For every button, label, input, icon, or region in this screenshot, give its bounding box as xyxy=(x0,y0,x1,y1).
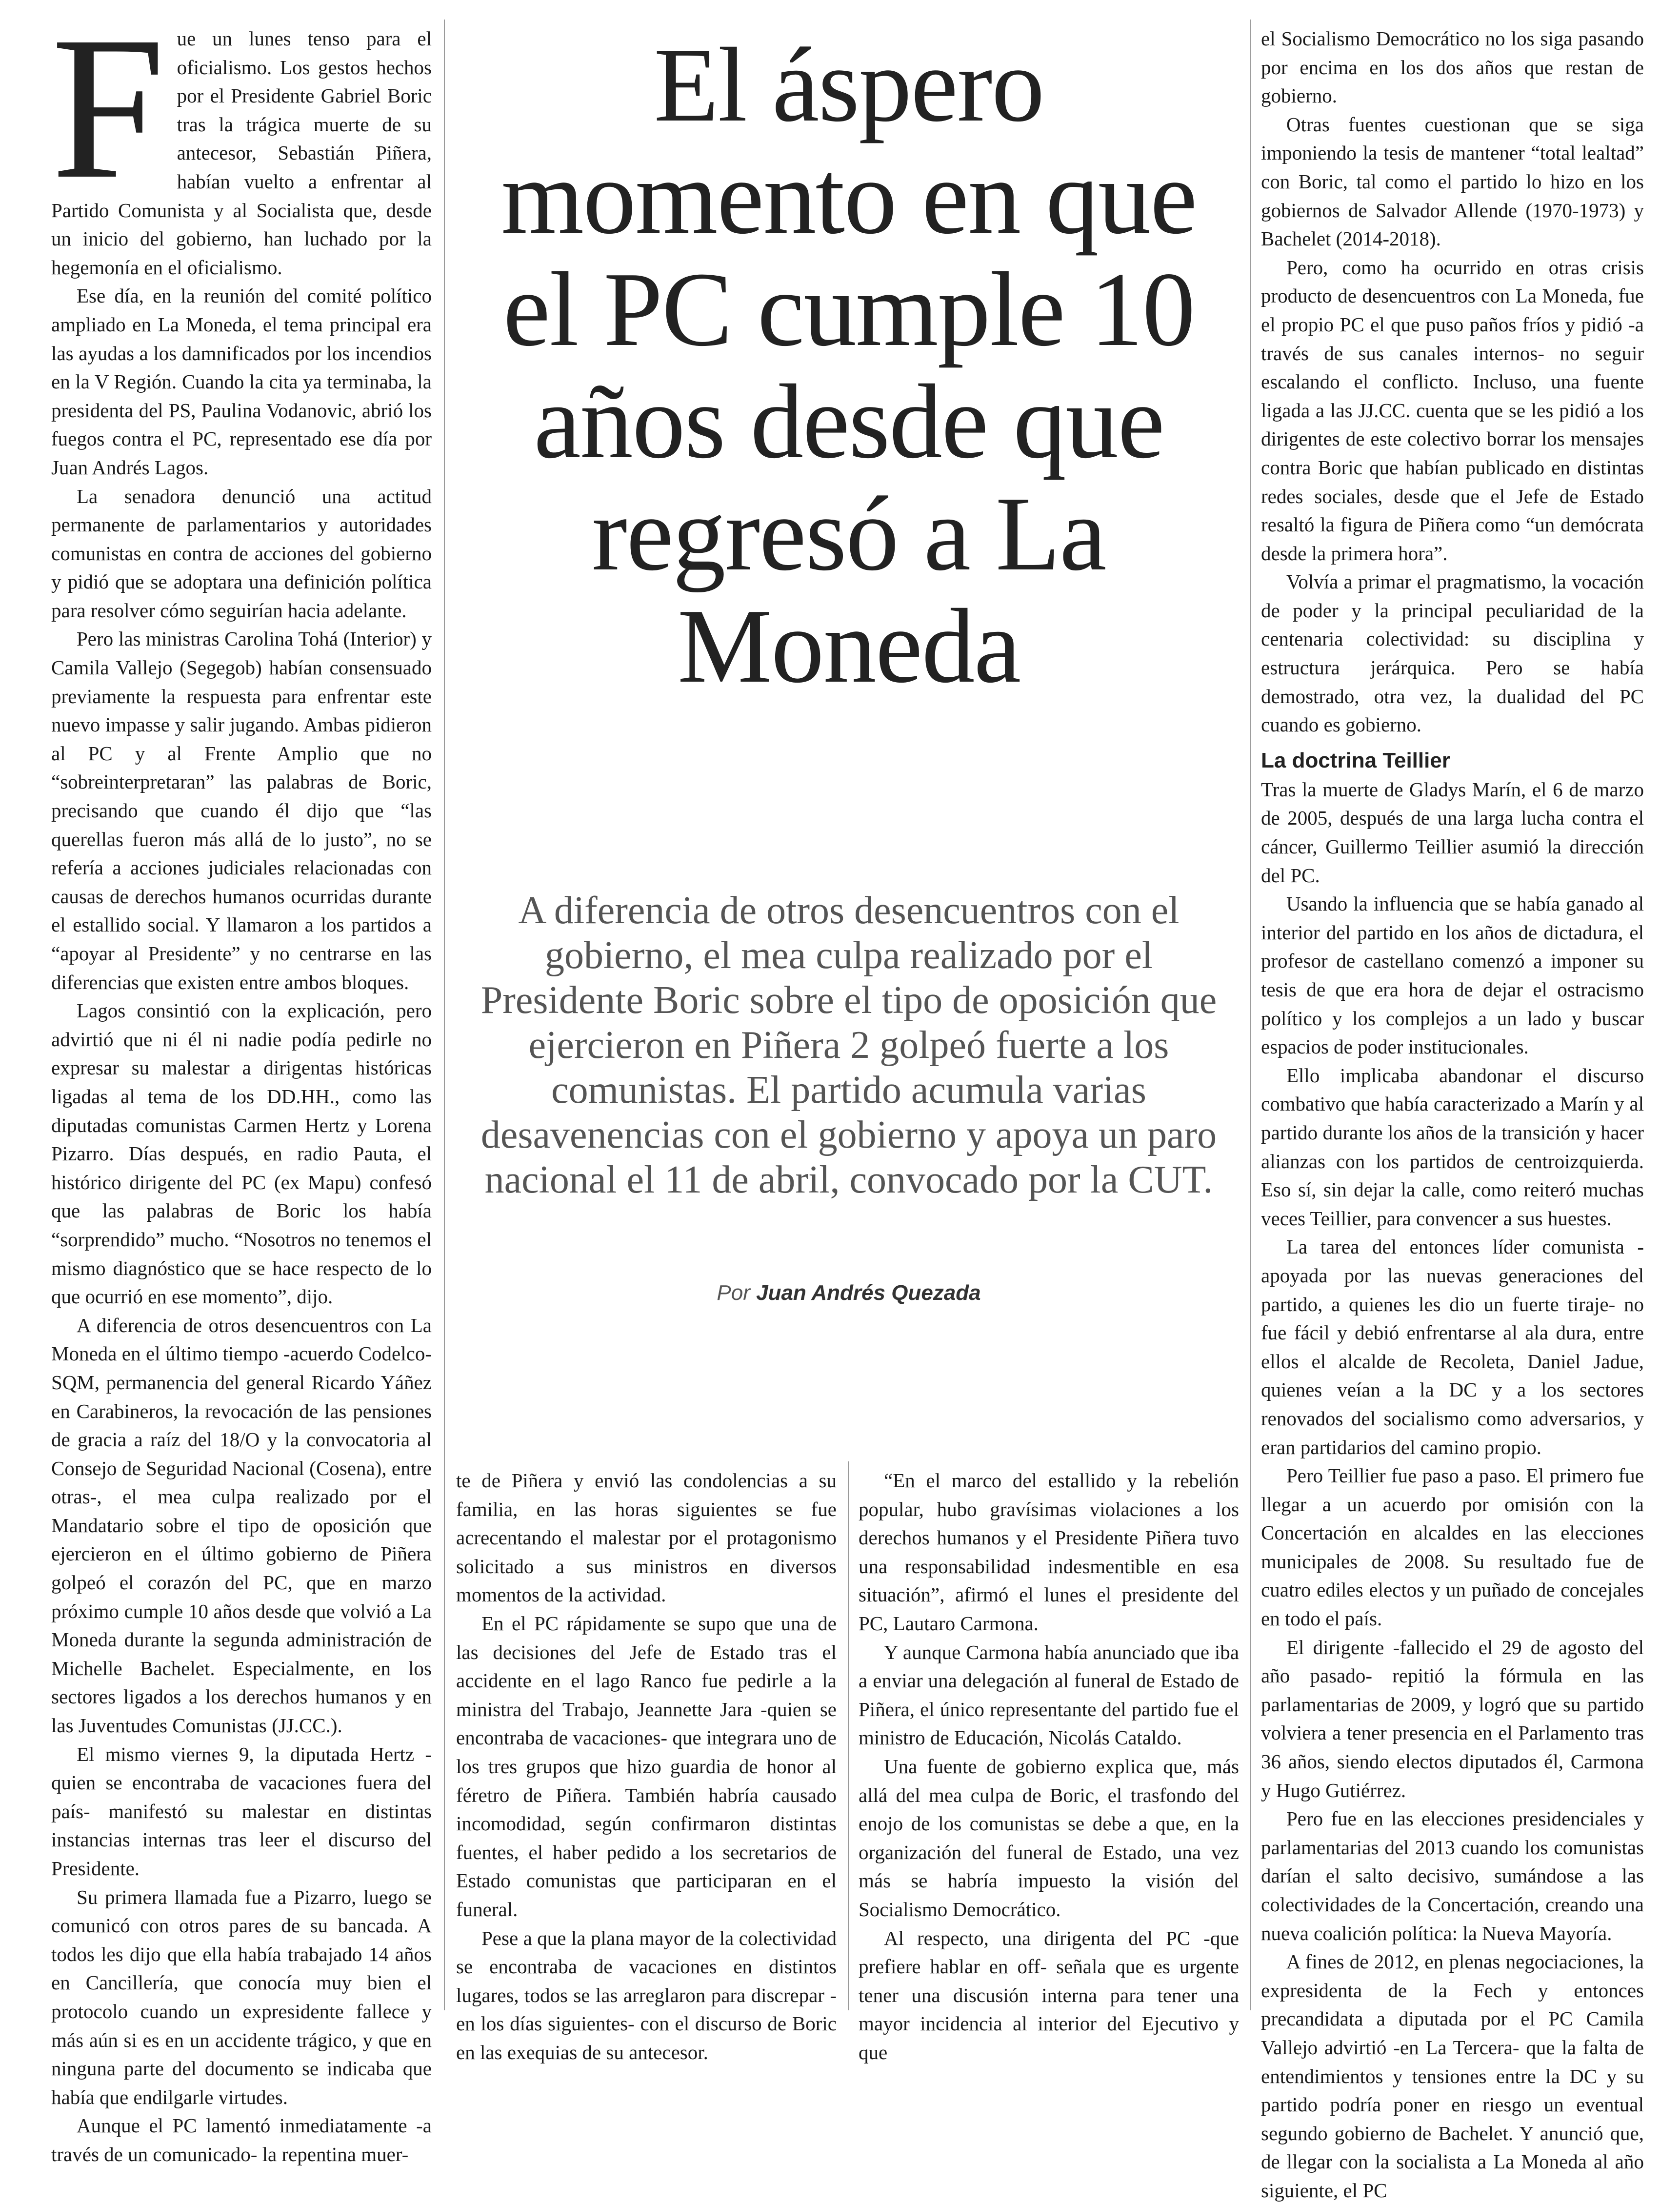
paragraph: Al respecto, una dirigenta del PC -que prefiere hablar en off- señala que es urgente tener una discusión interna para tener una mayor incidencia al interior del Ejecutivo y que xyxy=(859,1926,1239,2063)
column-rule-left xyxy=(444,20,445,2010)
paragraph: Y aunque Carmona había anunciado que iba a enviar una delegación al funeral de Estado de Piñera, el único representante del partido fue el ministro de Educación, Nicolás Cataldo. xyxy=(859,1640,1239,1749)
byline xyxy=(468,1281,1229,1305)
article-column-left xyxy=(51,0,432,2169)
deck: A diferencia de otros desencuentros con el gobierno, el mea culpa realizado por el Presidente Boric sobre el tipo de oposición que ejercieron en Piñera 2 golpeó fuerte a los comunistas. El partido acumula varias desavenencias con el gobierno y apoya un paro nacional el 11 de abril, convocado por la CUT. xyxy=(480,889,1217,1201)
paragraph: A fines de 2012, en plenas negociaciones, la expresidenta de la Fech y entonces precandidata a diputada por el PC Camila Vallejo advirtió -en La Tercera- que la falta de entendimientos y tensiones entre la DC y su partido podría poner en riesgo un eventual segundo gobierno de Bachelet. Y anunció que, de llegar con la socialista a La Moneda al año siguiente, el PC xyxy=(1261,1950,1644,2202)
paragraph: Pero las ministras Carolina Tohá (Interior) y Camila Vallejo (Segegob) habían consensuado previamente la respuesta para enfrentar este nuevo impasse y salir jugando. Ambas pidieron al PC y al Frente Amplio que no “sobreinterpretaran” las palabras de Boric, precisando que cuando él dijo que “las querellas fueron más allá de lo justo”, no se refería a acciones judiciales relacionadas con causas de derechos humanos ocurridas durante el estallido social. Y llamaron a los partidos a “apoyar al Presidente” y no centrarse en las diferencias que existen entre ambos bloques. xyxy=(51,627,432,993)
paragraph: Aunque el PC lamentó inmediatamente -a través de un comunicado- la repentina muer- xyxy=(51,2114,432,2165)
paragraph: Pero Teillier fue paso a paso. El primero fue llegar a un acuerdo por omisión con la Concertación en alcaldes en las elecciones municipales de 2008. Su resultado fue de cuatro ediles electos y un puñado de concejales en todo el país. xyxy=(1261,1464,1644,1630)
paragraph: Pero, como ha ocurrido en otras crisis producto de desencuentros con La Moneda, fue el propio PC el que puso paños fríos y pidió -a través de sus canales internos- no seguir escalando el conflicto. Incluso, una fuente ligada a las JJ.CC. cuenta que se les pidió a los dirigentes de este colectivo borrar los mensajes contra Boric que habían publicado en distintas redes sociales, desde que el Jefe de Estado resaltó la figura de Piñera como “un demócrata desde la primera hora”. xyxy=(1261,256,1644,565)
paragraph: A diferencia de otros desencuentros con La Moneda en el último tiempo -acuerdo Codelco-SQM, permanencia del general Ricardo Yáñez en Carabineros, la revocación de las pensiones de gracia a raíz del 18/O y la convocatoria al Consejo de Seguridad Nacional (Cosena), entre otras-, el mea culpa realizado por el Mandatario sobre el tipo de oposición que ejercieron en el último gobierno de Piñera golpeó el corazón del PC, que en marzo próximo cumple 10 años desde que volvió a La Moneda durante la segunda administración de Michelle Bachelet. Especialmente, en los sectores ligados a los derechos humanos y en las Juventudes Comunistas (JJ.CC.). xyxy=(51,1314,432,1737)
byline-author: Juan Andrés Quezada xyxy=(756,1281,981,1305)
paragraph: Pero fue en las elecciones presidenciales y parlamentarias del 2013 cuando los comunistas darían el salto decisivo, sumándose a las colectividades de la Concertación, creando una nueva coalición política: la Nueva Mayoría. xyxy=(1261,1807,1644,1944)
article-column-middle-right xyxy=(859,1466,1239,2066)
paragraph: La tarea del entonces líder comunista -apoyada por las nuevas generaciones del partido, a quienes les dio un fuerte tiraje- no fue fácil y debió enfrentarse al ala dura, entre ellos el alcalde de Recoleta, Daniel Jadue, quienes veían a la DC y a los sectores renovados del socialismo como adversarios, y eran partidarios del camino propio. xyxy=(1261,1235,1644,1458)
headline: El áspero momento en que el PC cumple 10 años desde que regresó a La Moneda xyxy=(501,26,1197,705)
paragraph: La senadora denunció una actitud permanente de parlamentarios y autoridades comunistas en contra de acciones del gobierno y pidió que se adoptara una definición política para resolver cómo seguirían hacia adelante. xyxy=(51,485,432,622)
paragraph: Su primera llamada fue a Pizarro, luego se comunicó con otros pares de su bancada. A todos les dijo que ella había trabajado 14 años en Cancillería, que conocía muy bien el protocolo cuando un expresidente fallece y más aún si es en un accidente trágico, y que en ninguna parte del documento se indicaba que había que endilgarle virtudes. xyxy=(51,1885,432,2108)
paragraph: te de Piñera y envió las condolencias a su familia, en las horas siguientes se fue acrecentando el malestar por el protagonismo solicitado a sus ministros en diversos momentos de la actividad. xyxy=(456,1469,837,1606)
paragraph: el Socialismo Democrático no los siga pasando por encima en los dos años que restan de gobierno. xyxy=(1261,27,1644,107)
paragraph: Ese día, en la reunión del comité político ampliado en La Moneda, el tema principal era las ayudas a los damnificados por los incendios en la V Región. Cuando la cita ya terminaba, la presidenta del PS, Paulina Vodanovic, abrió los fuegos contra el PC, representado ese día por Juan Andrés Lagos. xyxy=(51,284,432,479)
drop-cap: F xyxy=(51,0,165,221)
paragraph: Lagos consintió con la explicación, pero advirtió que ni él ni nadie podía pedirle no expresar su malestar a dirigentas históricas ligadas al tema de los DD.HH., como las diputadas comunistas Carmen Hertz y Lorena Pizarro. Días después, en radio Pauta, el histórico dirigente del PC (ex Mapu) confesó que las palabras de Boric los había “sorprendido” mucho. “Nosotros no tenemos el mismo diagnóstico que se hace respecto de lo que ocurrió en ese momento”, dijo. xyxy=(51,999,432,1308)
paragraph: Tras la muerte de Gladys Marín, el 6 de marzo de 2005, después de una larga lucha contra el cáncer, Guillermo Teillier asumió la dirección del PC. xyxy=(1261,778,1644,887)
paragraph: El mismo viernes 9, la diputada Hertz -quien se encontraba de vacaciones fuera del país- manifestó su malestar en distintas instancias internas tras leer el discurso del Presidente. xyxy=(51,1742,432,1880)
column-rule-middle xyxy=(848,1461,849,2010)
paragraph: “En el marco del estallido y la rebelión popular, hubo gravísimas violaciones a los derechos humanos y el Presidente Piñera tuvo una responsabilidad indesmentible en esa situación”, afirmó el lunes el presidente del PC, Lautaro Carmona. xyxy=(859,1469,1239,1635)
paragraph: Volvía a primar el pragmatismo, la vocación de poder y la principal peculiaridad de la centenaria colectividad: su disciplina y estructura jerárquica. Pero se había demostrado, otra vez, la dualidad del PC cuando es gobierno. xyxy=(1261,570,1644,736)
byline-prefix: Por xyxy=(717,1281,750,1305)
article-column-right xyxy=(1261,24,1644,2205)
paragraph: Ello implicaba abandonar el discurso combativo que había caracterizado a Marín y al partido durante los años de la transición y hacer alianzas con los partidos de centroizquierda. Eso sí, sin dejar la calle, como reiteró muchas veces Teillier, para convencer a sus huestes. xyxy=(1261,1064,1644,1230)
paragraph: ue un lunes tenso para el oficialismo. Los gestos hechos por el Presidente Gabriel Boric tras la trágica muerte de su antecesor, Sebastián Piñera, habían vuelto a enfrentar al Partido Comunista y al Socialista que, desde un inicio del gobierno, han luchado por la hegemonía en el oficialismo. xyxy=(51,27,432,279)
paragraph: Una fuente de gobierno explica que, más allá del mea culpa de Boric, el trasfondo del enojo de los comunistas se debe a que, en la organización del funeral de Estado, una vez más se habría impuesto la visión del Socialismo Democrático. xyxy=(859,1755,1239,1921)
column-rule-right xyxy=(1250,20,1251,2010)
paragraph: Pese a que la plana mayor de la colectividad se encontraba de vacaciones en distintos lugares, todos se las arreglaron para discrepar -en los días siguientes- con el discurso de Boric en las exequias de su antecesor. xyxy=(456,1926,837,2063)
paragraph: Otras fuentes cuestionan que se siga imponiendo la tesis de mantener “total lealtad” con Boric, tal como el partido lo hizo en los gobiernos de Salvador Allende (1970-1973) y Bachelet (2014-2018). xyxy=(1261,113,1644,250)
paragraph: Usando la influencia que se había ganado al interior del partido en los años de dictadura, el profesor de castellano comenzó a imponer su tesis de que era hora de dejar el ostracismo político y los complejos a un lado y buscar espacios de poder institucionales. xyxy=(1261,892,1644,1058)
paragraph: En el PC rápidamente se supo que una de las decisiones del Jefe de Estado tras el accidente en el lago Ranco fue pedirle a la ministra del Trabajo, Jeannette Jara -quien se encontraba de vacaciones- que integrara uno de los tres grupos que hizo guardia de honor al féretro de Piñera. También habría causado incomodidad, según confirmaron distintas fuentes, el haber pedido a los secretarios de Estado comunistas que participaran en el funeral. xyxy=(456,1612,837,1921)
article-column-middle-left xyxy=(456,1466,837,2066)
paragraph: El dirigente -fallecido el 29 de agosto del año pasado- repitió la fórmula en las parlamentarias de 2009, y logró que su partido volviera a tener presencia en el Parlamento tras 36 años, siendo electos diputados él, Carmona y Hugo Gutiérrez. xyxy=(1261,1636,1644,1801)
subheading: La doctrina Teillier xyxy=(1261,748,1450,772)
